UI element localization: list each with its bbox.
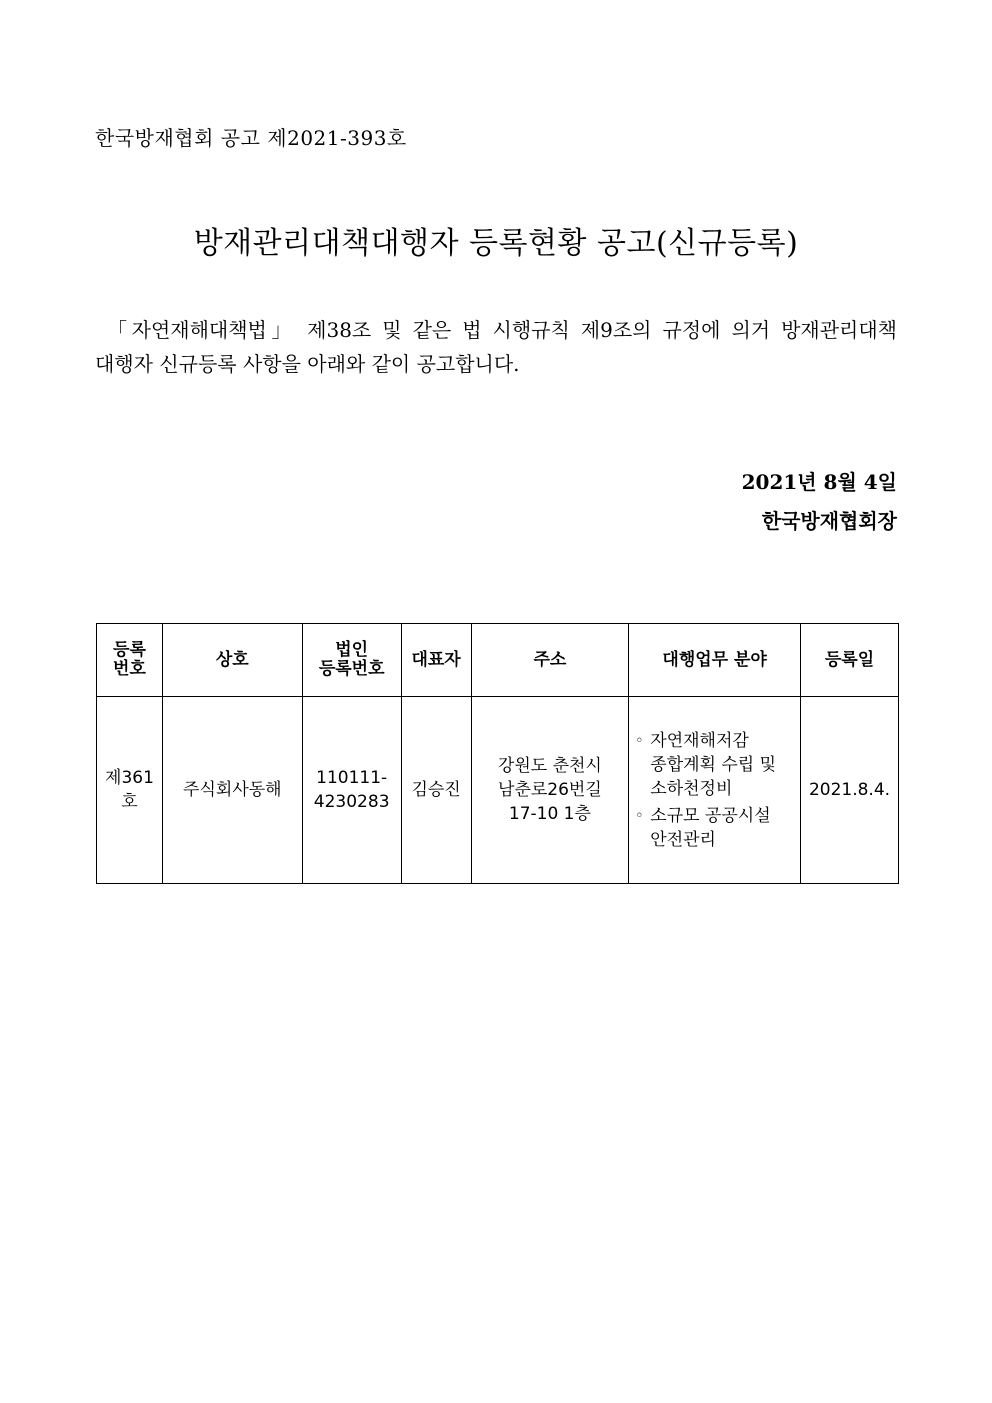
header-representative: 대표자: [401, 624, 471, 697]
cell-corp-no-line-1: 110111-: [316, 768, 388, 788]
cell-business-field: [629, 697, 801, 884]
header-reg-no-line-1: 등록: [113, 640, 146, 660]
cell-reg-no: 제361호: [97, 697, 163, 884]
header-reg-no-line-2: 번호: [113, 659, 146, 679]
notice-body-line-1: 「자연재해대책법」 제38조 및 같은 법 시행규칙 제9조의 규정에 의거 방재관리대책: [107, 318, 897, 342]
notice-body: [95, 313, 897, 381]
header-reg-no: [97, 624, 163, 697]
field-item-line: 안전관리: [650, 829, 716, 850]
field-item: [635, 804, 798, 852]
cell-company: 주식회사동해: [162, 697, 302, 884]
cell-address-line-1: 강원도 춘천시: [497, 756, 602, 776]
cell-corp-no: [302, 697, 401, 884]
notice-body-line-2: 대행자 신규등록 사항을 아래와 같이 공고합니다.: [95, 352, 520, 376]
field-item-line: 종합계획 수립 및: [650, 754, 777, 775]
cell-address: [471, 697, 629, 884]
header-address: 주소: [471, 624, 629, 697]
page-title: 방재관리대책대행자 등록현황 공고(신규등록): [193, 226, 799, 261]
header-corp-no-line-1: 법인: [335, 640, 369, 660]
field-item-line: 자연재해저감: [650, 730, 749, 751]
notice-number: 한국방재협회 공고 제2021-393호: [95, 126, 407, 150]
registration-table: [96, 623, 899, 884]
cell-reg-date: 2021.8.4.: [800, 697, 898, 884]
header-business-field: 대행업무 분야: [629, 624, 801, 697]
bullet-icon: ◦: [635, 732, 644, 749]
field-item-line: 소하천정비: [650, 778, 733, 799]
bullet-icon: ◦: [635, 807, 644, 824]
cell-representative: 김승진: [401, 697, 471, 884]
table-row: [97, 697, 899, 884]
cell-address-line-3: 17-10 1층: [508, 804, 591, 824]
header-reg-date: 등록일: [800, 624, 898, 697]
cell-corp-no-line-2: 4230283: [313, 792, 390, 812]
cell-address-line-2: 남춘로26번길: [498, 780, 602, 800]
field-item-line: 소규모 공공시설: [650, 805, 771, 826]
notice-date: 2021년 8월 4일: [741, 470, 897, 494]
header-corp-no: [302, 624, 401, 697]
header-corp-no-line-2: 등록번호: [318, 659, 385, 679]
table-header-row: [97, 624, 899, 697]
signer: 한국방재협회장: [761, 509, 897, 533]
header-company: 상호: [162, 624, 302, 697]
field-item: [635, 729, 798, 801]
